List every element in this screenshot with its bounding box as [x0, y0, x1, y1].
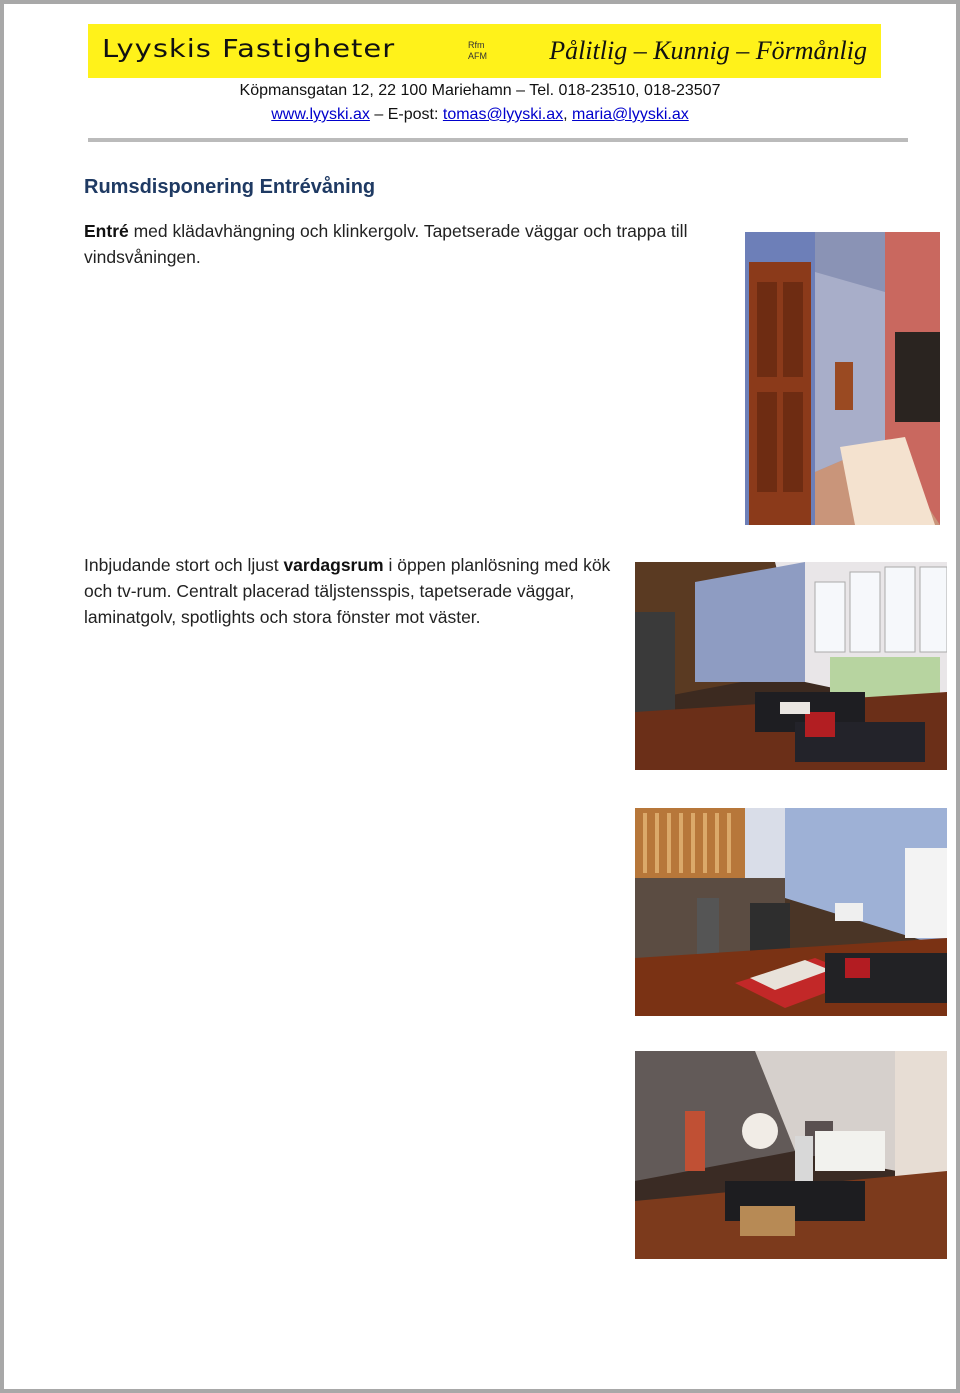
address-text: Köpmansgatan 12, 22 100 Mariehamn – Tel. 018-23510, 018-23507: [239, 82, 721, 99]
website-link[interactable]: www.lyyski.ax: [271, 106, 370, 123]
vardagsrum-paragraph: [84, 552, 624, 630]
vardagsrum-bold: vardagsrum: [283, 555, 384, 575]
company-logo: Lyyskis Fastigheter: [102, 34, 396, 63]
entre-bold: Entré: [84, 221, 129, 241]
vardagsrum-pre: Inbjudande stort och ljust: [84, 555, 284, 575]
tagline: Pålitlig – Kunnig – Förmånlig: [549, 36, 867, 65]
entre-text: med klädavhängning och klinkergolv. Tapetserade väggar och trappa till vindsvåningen.: [84, 221, 688, 267]
email-label: – E-post:: [374, 106, 439, 123]
header-divider: [88, 138, 908, 142]
entre-paragraph: [84, 218, 734, 270]
address-line: [0, 82, 960, 100]
entre-photo: [745, 232, 940, 525]
tv-rum-photo: [635, 1051, 947, 1259]
vardagsrum-photo-1: [635, 562, 947, 770]
vardagsrum-post: i öppen planlösning med kök och tv-rum. Centralt placerad täljstensspis, tapetserade väggar, laminatgolv, spotlights och stora fönster mot väster.: [84, 555, 611, 627]
header-banner: [88, 24, 881, 78]
email-link-tomas[interactable]: tomas@lyyski.ax: [442, 106, 564, 123]
vardagsrum-photo-2: [635, 808, 947, 1016]
email-separator: ,: [563, 106, 568, 123]
email-link-maria[interactable]: maria@lyyski.ax: [572, 106, 689, 123]
web-email-line: [0, 106, 960, 124]
page-title: Rumsdisponering Entrévåning: [84, 176, 376, 198]
logo-sub-rfm: Rfm: [468, 40, 485, 50]
logo-subtitle: [468, 40, 487, 62]
logo-sub-afm: AFM: [468, 51, 487, 61]
